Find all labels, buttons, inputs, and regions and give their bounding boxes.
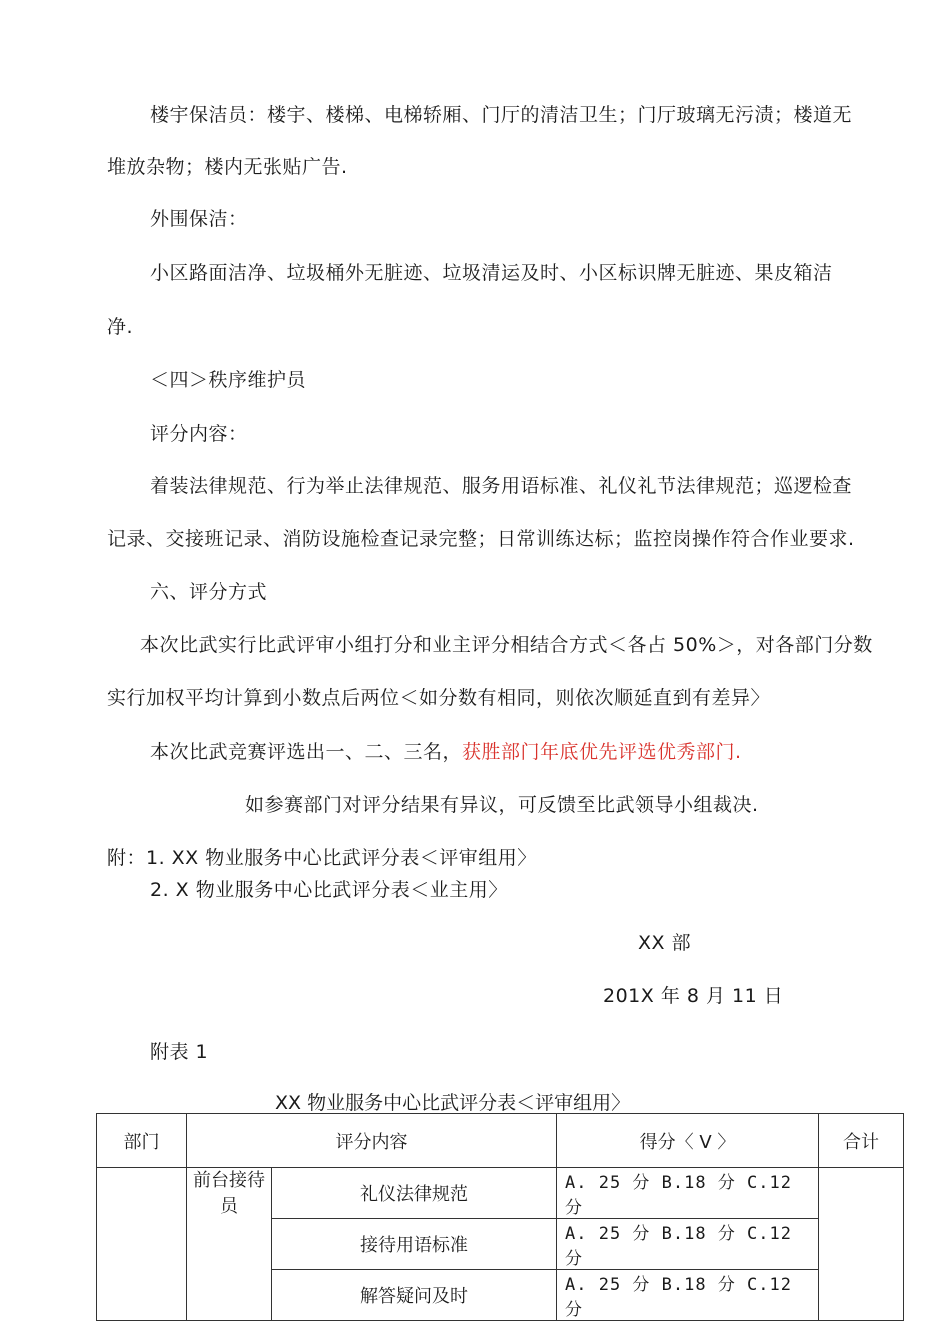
- appendix-label: 附表 1: [150, 1041, 209, 1063]
- attachment-line-2: 2. X 物业服务中心比武评分表＜业主用〉: [150, 879, 508, 901]
- paragraph-line: 小区路面洁净、垃圾桶外无脏迹、垃圾清运及时、小区标识牌无脏迹、果皮箱洁: [150, 262, 833, 284]
- header-total: 合计: [819, 1114, 904, 1168]
- paragraph-text: 本次比武竞赛评选出一、二、三名，: [150, 741, 463, 763]
- signature-dept: XX 部: [638, 932, 692, 954]
- paragraph-line: 评分内容：: [150, 423, 248, 445]
- header-dept: 部门: [97, 1114, 187, 1168]
- paragraph-line: 外围保洁：: [150, 208, 248, 230]
- paragraph-line: 堆放杂物；楼内无张贴广告.: [107, 156, 348, 178]
- paragraph-line: 如参赛部门对评分结果有异议，可反馈至比武领导小组裁决.: [245, 794, 759, 816]
- score-table: [96, 1113, 904, 1321]
- highlight-text: 获胜部门年底优先评选优秀部门.: [462, 741, 742, 763]
- score-options: A. 25 分 B.18 分 C.12 分: [557, 1219, 819, 1270]
- total-cell: [819, 1168, 904, 1321]
- dept-cell: [97, 1168, 187, 1321]
- paragraph-line: 净.: [107, 316, 134, 338]
- paragraph-line: 实行加权平均计算到小数点后两位＜如分数有相同，则依次顺延直到有差异〉: [107, 687, 771, 709]
- item-cell: 接待用语标准: [272, 1219, 557, 1270]
- item-cell: 礼仪法律规范: [272, 1168, 557, 1219]
- score-options: A. 25 分 B.18 分 C.12 分: [557, 1270, 819, 1321]
- signature-date: 201X 年 8 月 11 日: [603, 985, 784, 1007]
- header-score: 得分〈 V 〉: [557, 1114, 819, 1168]
- section-heading: ＜四＞秩序维护员: [150, 369, 307, 391]
- paragraph-line: 本次比武实行比武评审小组打分和业主评分相结合方式＜各占 50%＞，对各部门分数: [140, 634, 873, 656]
- attachment-line-1: 附：1. XX 物业服务中心比武评分表＜评审组用〉: [107, 847, 537, 869]
- paragraph-line: 着装法律规范、行为举止法律规范、服务用语标准、礼仪礼节法律规范；巡逻检查: [150, 475, 853, 497]
- section-heading: 六、评分方式: [150, 581, 268, 603]
- header-content: 评分内容: [187, 1114, 557, 1168]
- paragraph-line: 楼宇保洁员：楼宇、楼梯、电梯轿厢、门厅的清洁卫生；门厅玻璃无污渍；楼道无: [150, 104, 853, 126]
- table-title: XX 物业服务中心比武评分表＜评审组用〉: [275, 1092, 631, 1114]
- item-cell: 解答疑问及时: [272, 1270, 557, 1321]
- paragraph-line: 记录、交接班记录、消防设施检查记录完整；日常训练达标；监控岗操作符合作业要求.: [107, 528, 855, 550]
- score-options: A. 25 分 B.18 分 C.12 分: [557, 1168, 819, 1219]
- paragraph-line: [150, 740, 742, 764]
- group-label: 前台接待员: [187, 1168, 272, 1321]
